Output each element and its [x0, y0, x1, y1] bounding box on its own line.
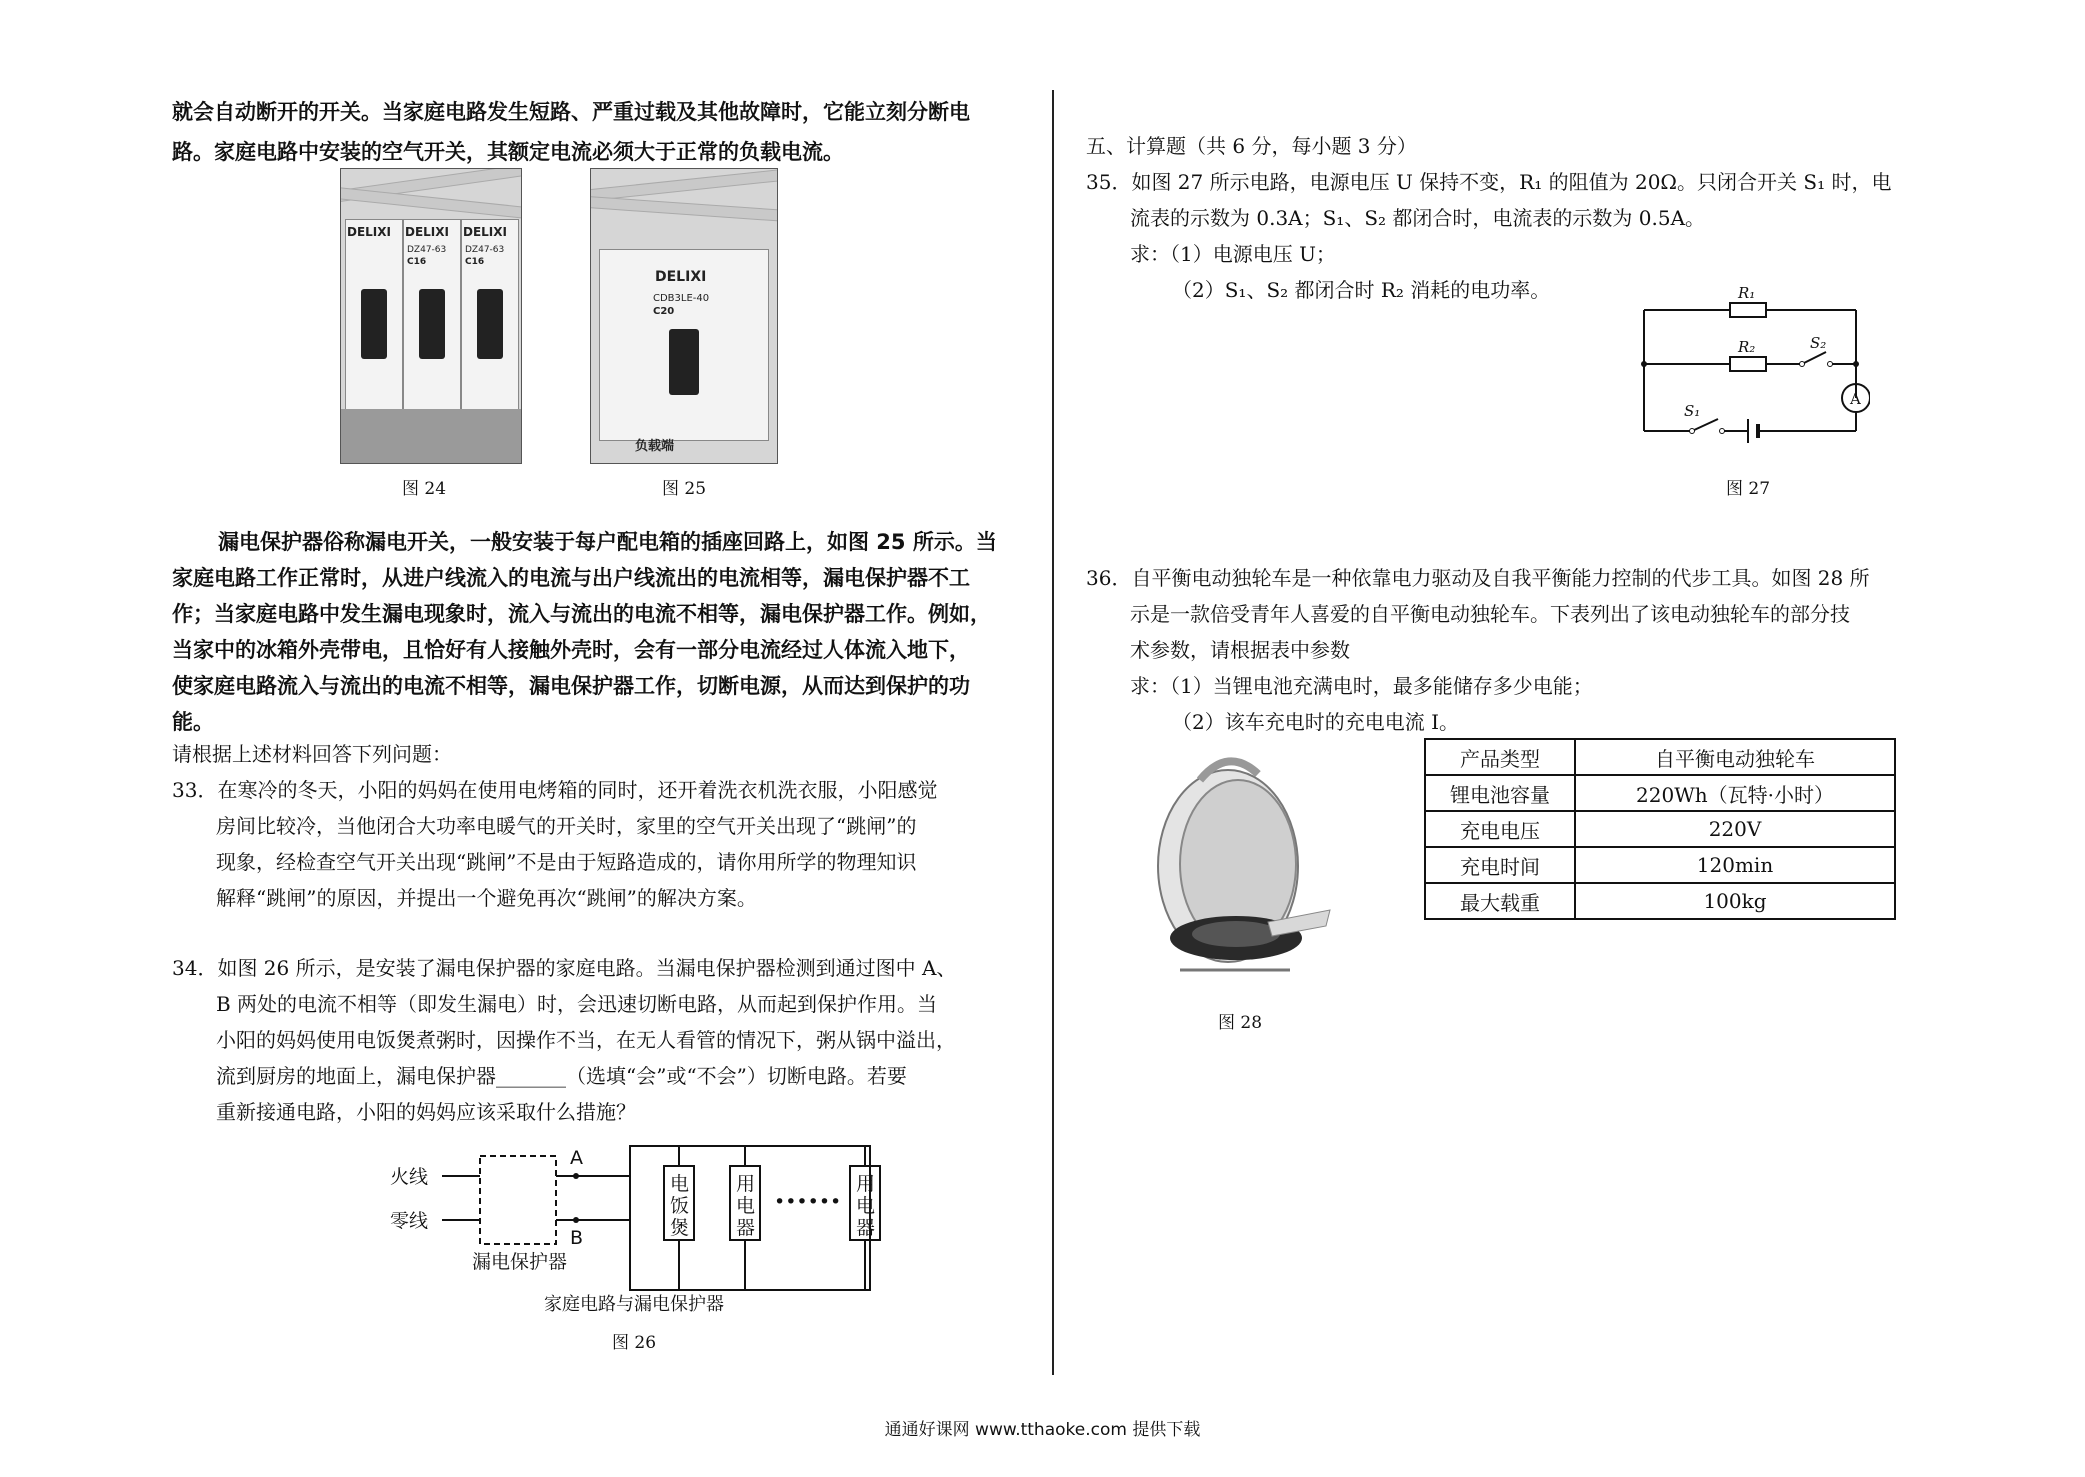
fig24-model-2: DZ47-63: [465, 245, 505, 255]
s1-label: S₁: [1684, 402, 1701, 420]
appliance-2-char: 用: [736, 1173, 756, 1195]
ellipsis-dots: ••••••: [774, 1191, 842, 1213]
fig24-brand-2: DELIXI: [405, 225, 449, 239]
neutral-wire-label: 零线: [390, 1210, 429, 1232]
q35-line: 流表的示数为 0.3A；S₁、S₂ 都闭合时，电流表的示数为 0.5A。: [1130, 206, 1706, 230]
intro-line: 就会自动断开的开关。当家庭电路发生短路、严重过载及其他故障时，它能立刻分断电: [172, 100, 970, 124]
fig25-bottom-label: 负载端: [635, 439, 675, 454]
q35-ask-2: （2）S₁、S₂ 都闭合时 R₂ 消耗的电功率。: [1172, 278, 1551, 302]
figure-27-caption: 图 27: [1726, 479, 1771, 499]
appliance-1-char: 煲: [670, 1217, 690, 1239]
table-row: [1425, 883, 1895, 919]
q36-line: 术参数，请根据表中参数: [1130, 638, 1350, 662]
q33-line: 33．在寒冷的冬天，小阳的妈妈在使用电烤箱的同时，还开着洗衣机洗衣服，小阳感觉: [172, 778, 938, 802]
appliance-2-char: 电: [736, 1195, 756, 1217]
table-row: [1425, 739, 1895, 775]
figure-27-diagram: [1630, 276, 1870, 456]
spec-value: 100kg: [1575, 883, 1895, 919]
spec-key: 最大载重: [1425, 883, 1575, 919]
section-title: 五、计算题（共 6 分，每小题 3 分）: [1086, 134, 1417, 158]
intro-line: 路。家庭电路中安装的空气开关，其额定电流必须大于正常的负载电流。: [172, 140, 844, 164]
appliance-1-char: 饭: [670, 1195, 690, 1217]
q34-line: 流到厨房的地面上，漏电保护器_______（选填“会”或“不会”）切断电路。若要: [216, 1064, 907, 1088]
page-footer: 通通好课网 www.tthaoke.com 提供下载: [884, 1420, 1201, 1440]
q34-line: B 两处的电流不相等（即发生漏电）时，会迅速切断电路，从而起到保护作用。当: [216, 992, 938, 1016]
q34-line: 重新接通电路，小阳的妈妈应该采取什么措施？: [216, 1100, 636, 1124]
leakage-line: 能。: [172, 710, 214, 734]
fig24-brand-1: DELIXI: [347, 225, 391, 239]
q33-line: 现象，经检查空气开关出现“跳闸”不是由于短路造成的，请你用所学的物理知识: [216, 850, 917, 874]
q36-line: 36．自平衡电动独轮车是一种依靠电力驱动及自我平衡能力控制的代步工具。如图 28 所: [1086, 566, 1870, 590]
figure-26-subtitle: 家庭电路与漏电保护器: [544, 1294, 724, 1315]
fig24-brand-3: DELIXI: [463, 225, 507, 239]
column-divider: [1052, 90, 1054, 1375]
q33-line: 房间比较冷，当他闭合大功率电暖气的开关时，家里的空气开关出现了“跳闸”的: [216, 814, 917, 838]
fig24-rating-2: C16: [465, 257, 485, 267]
spec-value: 220V: [1575, 811, 1895, 847]
live-wire-label: 火线: [390, 1166, 429, 1188]
appliance-2-char: 器: [736, 1217, 756, 1239]
leakage-line: 家庭电路工作正常时，从进户线流入的电流与出户线流出的电流相等，漏电保护器不工: [172, 566, 970, 590]
spec-key: 锂电池容量: [1425, 775, 1575, 811]
leakage-line: 作；当家庭电路中发生漏电现象时，流入与流出的电流不相等，漏电保护器工作。例如，: [172, 602, 991, 626]
figure-28-unicycle: [1140, 740, 1340, 980]
figure-28-caption: 图 28: [1218, 1013, 1263, 1033]
q34-line: 34．如图 26 所示，是安装了漏电保护器的家庭电路。当漏电保护器检测到通过图中 A、: [172, 956, 957, 980]
spec-value: 120min: [1575, 847, 1895, 883]
leakage-line: 当家中的冰箱外壳带电，且恰好有人接触外壳时，会有一部分电流经过人体流入地下，: [172, 638, 970, 662]
appliance-3-char: 用: [856, 1173, 876, 1195]
spec-key: 充电时间: [1425, 847, 1575, 883]
leakage-line: 使家庭电路流入与流出的电流不相等，漏电保护器工作，切断电源，从而达到保护的功: [172, 674, 970, 698]
figure-24-caption: 图 24: [402, 479, 447, 499]
figure-25-photo: [590, 168, 778, 464]
answer-prompt: 请根据上述材料回答下列问题：: [172, 742, 452, 766]
spec-value: 自平衡电动独轮车: [1575, 739, 1895, 775]
q35-line: 35．如图 27 所示电路，电源电压 U 保持不变，R₁ 的阻值为 20Ω。只闭合开关 S₁ 时，电: [1086, 170, 1892, 194]
q36-ask-1: 求：（1）当锂电池充满电时，最多能储存多少电能；: [1130, 674, 1593, 698]
q35-ask-1: 求：（1）电源电压 U；: [1130, 242, 1336, 266]
fig24-model-1: DZ47-63: [407, 245, 447, 255]
spec-key: 产品类型: [1425, 739, 1575, 775]
protector-label: 漏电保护器: [472, 1251, 568, 1273]
q36-line: 示是一款倍受青年人喜爱的自平衡电动独轮车。下表列出了该电动独轮车的部分技: [1130, 602, 1850, 626]
leakage-line: 漏电保护器俗称漏电开关，一般安装于每户配电箱的插座回路上，如图 25 所示。当: [218, 530, 997, 554]
spec-value: 220Wh（瓦特·小时）: [1575, 775, 1895, 811]
fig25-rating: C20: [653, 306, 675, 317]
fig24-rating-1: C16: [407, 257, 427, 267]
figure-24-photo: [340, 168, 522, 464]
table-row: [1425, 811, 1895, 847]
fig25-brand-label: DELIXI: [655, 269, 707, 285]
figure-26-caption: 图 26: [612, 1333, 657, 1353]
fig25-model: CDB3LE-40: [653, 293, 710, 304]
r1-label: R₁: [1738, 284, 1756, 302]
point-a-label: A: [570, 1147, 583, 1169]
table-row: [1425, 775, 1895, 811]
figure-25-caption: 图 25: [662, 479, 707, 499]
q34-line: 小阳的妈妈使用电饭煲煮粥时，因操作不当，在无人看管的情况下，粥从锅中溢出，: [216, 1028, 956, 1052]
point-b-label: B: [570, 1227, 584, 1249]
q36-ask-2: （2）该车充电时的充电电流 I。: [1172, 710, 1459, 734]
appliance-3-char: 电: [856, 1195, 876, 1217]
s2-label: S₂: [1810, 334, 1827, 352]
table-row: [1425, 847, 1895, 883]
appliance-3-char: 器: [856, 1217, 876, 1239]
intro-paragraph: [172, 92, 970, 172]
appliance-1-char: 电: [670, 1173, 690, 1195]
spec-table: [1424, 738, 1896, 920]
ammeter-label: A: [1850, 390, 1861, 408]
r2-label: R₂: [1738, 338, 1756, 356]
q33-line: 解释“跳闸”的原因，并提出一个避免再次“跳闸”的解决方案。: [216, 886, 757, 910]
spec-key: 充电电压: [1425, 811, 1575, 847]
